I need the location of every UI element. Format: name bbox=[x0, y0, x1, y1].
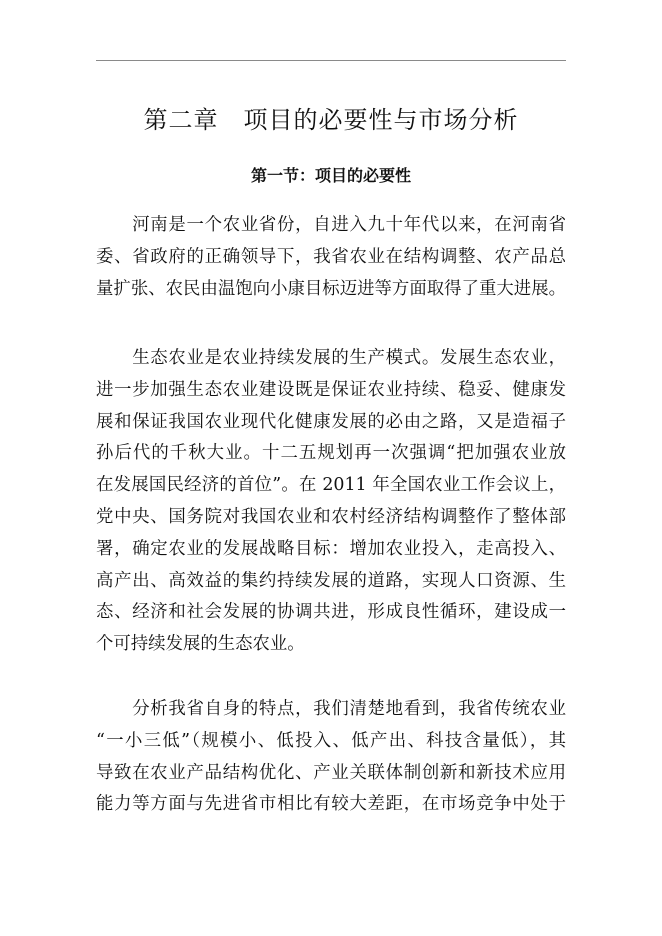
paragraph-line: 署，确定农业的发展战略目标：增加农业投入，走高投入、 bbox=[96, 538, 566, 559]
paragraph-line: 孙后代的千秋大业。十二五规划再一次强调“把加强农业放 bbox=[96, 443, 566, 464]
paragraph-line: 展和保证我国农业现代化健康发展的必由之路，又是造福子 bbox=[96, 411, 566, 432]
paragraph-line: 高产出、高效益的集约持续发展的道路，实现人口资源、生 bbox=[96, 570, 566, 591]
paragraph-line: 分析我省自身的特点，我们清楚地看到，我省传统农业 bbox=[96, 699, 566, 719]
paragraph-line: 进一步加强生态农业建设既是保证农业持续、稳妥、健康发 bbox=[96, 379, 566, 400]
paragraph-line: “一小三低”（规模小、低投入、低产出、科技含量低），其 bbox=[96, 730, 566, 751]
paragraph-line: 生态农业是农业持续发展的生产模式。发展生态农业， bbox=[96, 348, 566, 368]
paragraph-3 bbox=[96, 694, 566, 821]
paragraph-line: 河南是一个农业省份，自进入九十年代以来，在河南省 bbox=[96, 215, 566, 235]
paragraph-line: 能力等方面与先进省市相比有较大差距，在市场竞争中处于 bbox=[96, 794, 566, 815]
paragraph-line: 在发展国民经济的首位”。在 2011 年全国农业工作会议上， bbox=[96, 475, 566, 496]
paragraph-line: 委、省政府的正确领导下，我省农业在结构调整、农产品总 bbox=[96, 246, 566, 267]
paragraph-1 bbox=[96, 210, 566, 305]
paragraph-line: 党中央、国务院对我国农业和农村经济结构调整作了整体部 bbox=[96, 506, 566, 527]
paragraph-2 bbox=[96, 343, 566, 661]
chapter-title: 第二章 项目的必要性与市场分析 bbox=[143, 106, 519, 134]
paragraph-line: 导致在农业产品结构优化、产业关联体制创新和新技术应用 bbox=[96, 762, 566, 783]
paragraph-line: 态、经济和社会发展的协调共进，形成良性循环，建设成一 bbox=[96, 602, 566, 623]
section-title: 第一节：项目的必要性 bbox=[250, 166, 411, 185]
header-rule bbox=[96, 60, 566, 61]
paragraph-line: 量扩张、农民由温饱向小康目标迈进等方面取得了重大进展。 bbox=[96, 278, 566, 299]
paragraph-line: 个可持续发展的生态农业。 bbox=[96, 634, 305, 655]
